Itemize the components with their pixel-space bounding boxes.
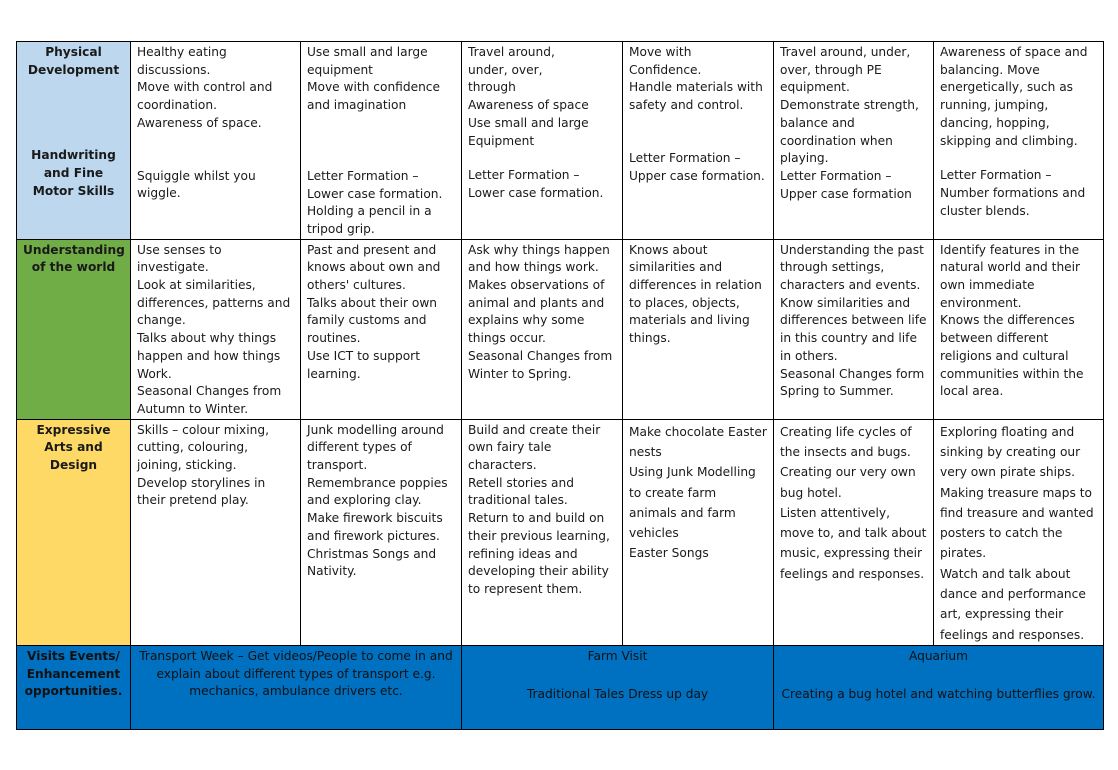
text-line: Use ICT to support learning. [307,348,420,381]
text-line: Seasonal Changes form Spring to Summer. [780,366,925,399]
text-line: Letter Formation – Lower case formation. [468,168,604,200]
text-line: Remembrance poppies and exploring clay. [307,475,448,508]
text-line: Letter Formation – Upper case formation [780,168,912,201]
text-line: Healthy eating discussions. [137,45,227,77]
text-line: Christmas Songs and Nativity. [307,546,437,579]
text-line: Use small and large Equipment [468,115,589,148]
text-line: Knows the differences between different religions and cultural communities within the local area. [940,313,1084,399]
cell-visits-summer [774,645,1104,729]
cell-physical-2 [301,42,462,240]
heading-handwriting: Handwriting and Fine Motor Skills [31,148,116,198]
cell-physical-3 [462,42,623,240]
text-line: Knows about similarities and differences in relation to places, objects, materials and living things. [629,242,762,346]
text-line: Make firework biscuits and firework pictures. [307,511,443,543]
cell-understanding-2 [301,239,462,419]
text-line: Handle materials with safety and control. [629,80,763,113]
text-line: Watch and talk about dance and performance art, expressing their feelings and responses. [940,566,1086,642]
cell-understanding-1 [131,239,301,419]
text-line: Travel around, under, over, through PE equipment. [780,45,911,95]
heading-visits: Visits Events/ Enhancement opportunities. [17,645,131,729]
text-line: Understanding the past through settings, characters and events. [780,242,924,293]
cell-expressive-4 [623,419,774,645]
cell-physical-4 [623,42,774,240]
text-line: Past and present and knows about own and others' cultures. [307,242,441,293]
cell-visits-autumn: Transport Week – Get videos/People to come in and explain about different types of transport e.g. mechanics, ambulance drivers etc. [131,645,462,729]
text-line: Awareness of space. [137,115,262,130]
text-line: Move with Confidence. [629,45,702,77]
text-line: Seasonal Changes from Autumn to Winter. [137,384,282,416]
text-line: Skills – colour mixing, cutting, colouring, joining, sticking. [137,422,269,473]
text-bug-hotel: Creating a bug hotel and watching butterflies grow. [781,686,1096,701]
cell-understanding-6 [934,239,1104,419]
text-line: Know similarities and differences between life in this country and life in others. [780,295,927,363]
text-aquarium: Aquarium [908,648,969,663]
cell-understanding-3 [462,239,623,419]
text-line: Listen attentively, move to, and talk about music, expressing their feelings and responses. [780,505,927,581]
text-line: Talks about why things happen and how things Work. [137,331,281,381]
cell-expressive-2 [301,419,462,645]
text-line: Look at similarities, differences, patterns and change. [137,278,291,328]
heading-understanding: Understanding of the world [17,239,131,419]
text-line: Use senses to investigate. [137,242,222,275]
cell-visits-spring [462,645,774,729]
text-line: Easter Songs [629,546,709,561]
text-line: Build and create their own fairy tale characters. [468,422,601,473]
text-line: Creating our very own bug hotel. [780,465,916,500]
text-line: Letter Formation – Upper case formation. [629,150,765,183]
heading-expressive: Expressive Arts and Design [17,419,131,645]
cell-physical-1 [131,42,301,240]
text-line: Make chocolate Easter nests [629,424,767,459]
text-line: Develop storylines in their pretend play. [137,475,266,508]
text-line: Holding a pencil in a tripod grip. [307,204,432,236]
curriculum-table [16,41,1104,730]
row-understanding [17,239,1104,419]
text-line: Travel around, under, over, through [468,45,555,95]
text-line: Seasonal Changes from Winter to Spring. [468,348,613,381]
cell-physical-5 [774,42,934,240]
text-line: Junk modelling around different types of transport. [307,422,444,473]
text-line: Letter Formation – Lower case formation. [307,168,443,201]
text-line: Demonstrate strength, balance and coordination when playing. [780,98,919,166]
heading-physical-development: Physical Development [27,45,120,77]
row-visits [17,645,1104,729]
cell-understanding-4 [623,239,774,419]
cell-expressive-5 [774,419,934,645]
text-line: Ask why things happen and how things work. [468,242,610,275]
text-line: Awareness of space [468,98,589,113]
text-line: Talks about their own family customs and routines. [307,295,438,346]
text-farm-visit: Farm Visit [587,648,648,663]
text-line: Making treasure maps to find treasure and wanted posters to catch the pirates. [940,485,1094,561]
text-line: Awareness of space and balancing. Move energetically, such as running, jumping, dancing, hopping, skipping and climbing. [940,45,1088,148]
cell-physical-6 [934,42,1104,240]
text-line: Return to and build on their previous learning, refining ideas and developing their ability to represent them. [468,511,610,596]
cell-understanding-5 [774,239,934,419]
text-line: Squiggle whilst you wiggle. [137,168,256,201]
text-line: Creating life cycles of the insects and bugs. [780,424,912,459]
text-line: Retell stories and traditional tales. [468,475,574,508]
text-line: Use small and large equipment [307,45,428,77]
heading-physical [17,42,131,240]
text-dress-up-day: Traditional Tales Dress up day [526,686,709,701]
row-physical-development [17,42,1104,240]
text-line: Exploring floating and sinking by creating our very own pirate ships. [940,424,1081,480]
text-line: Makes observations of animal and plants and explains why some things occur. [468,278,605,346]
text-line: Identify features in the natural world and their own immediate environment. [940,242,1081,310]
text-line: Move with control and coordination. [137,80,273,113]
text-line: Letter Formation – Number formations and cluster blends. [940,168,1086,218]
cell-expressive-3 [462,419,623,645]
text-line: Using Junk Modelling to create farm animals and farm vehicles [629,465,756,541]
text-line: Move with confidence and imagination [307,80,441,113]
cell-expressive-1 [131,419,301,645]
cell-expressive-6 [934,419,1104,645]
row-expressive-arts [17,419,1104,645]
